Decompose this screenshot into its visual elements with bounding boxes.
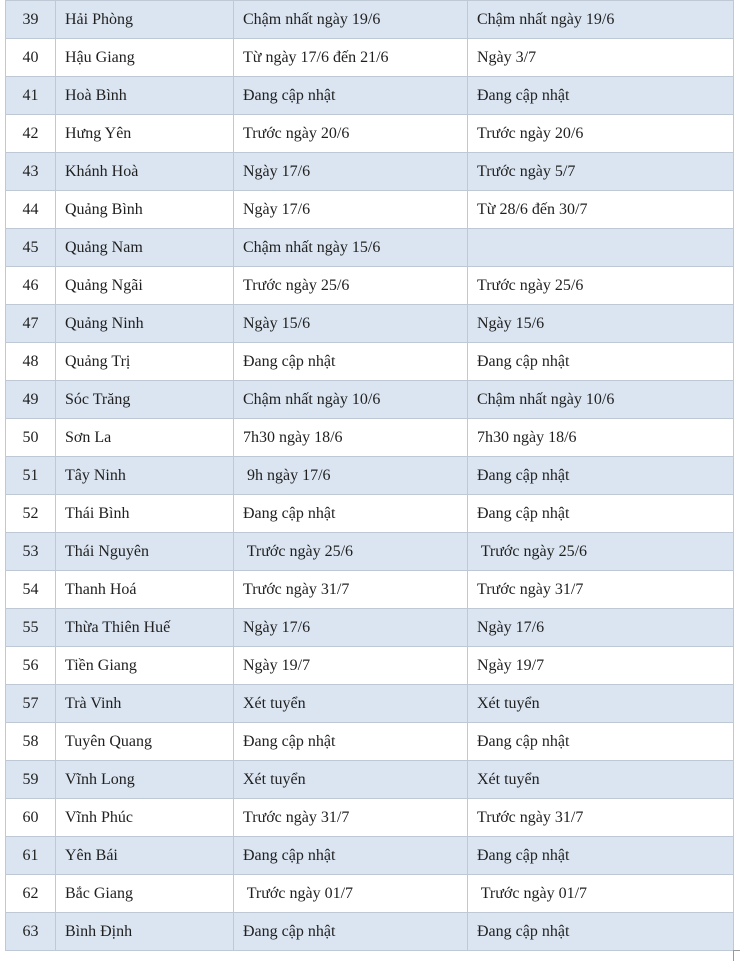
row-number-cell: 55 (6, 609, 56, 647)
row-number-cell: 60 (6, 799, 56, 837)
province-cell: Khánh Hoà (56, 153, 234, 191)
table-row (6, 191, 734, 229)
row-number-cell: 45 (6, 229, 56, 267)
row-number-cell: 48 (6, 343, 56, 381)
schedule-cell: Trước ngày 01/7 (234, 875, 468, 913)
province-cell: Quảng Nam (56, 229, 234, 267)
schedule-secondary-cell: Đang cập nhật (468, 343, 734, 381)
schedule-cell: Trước ngày 31/7 (234, 571, 468, 609)
row-number-cell: 39 (6, 1, 56, 39)
row-number-cell: 61 (6, 837, 56, 875)
row-number-cell: 56 (6, 647, 56, 685)
table-row (6, 153, 734, 191)
row-number-cell: 46 (6, 267, 56, 305)
schedule-cell: Đang cập nhật (234, 343, 468, 381)
province-cell: Tây Ninh (56, 457, 234, 495)
schedule-secondary-cell: Trước ngày 25/6 (468, 267, 734, 305)
province-cell: Hải Phòng (56, 1, 234, 39)
schedule-secondary-cell: Ngày 19/7 (468, 647, 734, 685)
table-row (6, 685, 734, 723)
table-row (6, 609, 734, 647)
province-cell: Hậu Giang (56, 39, 234, 77)
schedule-cell: 7h30 ngày 18/6 (234, 419, 468, 457)
row-number-cell: 41 (6, 77, 56, 115)
table-row (6, 77, 734, 115)
schedule-secondary-cell: Trước ngày 01/7 (468, 875, 734, 913)
schedule-cell: Xét tuyển (234, 685, 468, 723)
table-row (6, 875, 734, 913)
province-cell: Yên Bái (56, 837, 234, 875)
row-number-cell: 47 (6, 305, 56, 343)
schedule-cell: Ngày 17/6 (234, 609, 468, 647)
row-number-cell: 49 (6, 381, 56, 419)
province-cell: Vĩnh Phúc (56, 799, 234, 837)
row-number-cell: 50 (6, 419, 56, 457)
province-cell: Thanh Hoá (56, 571, 234, 609)
schedule-secondary-cell: Đang cập nhật (468, 77, 734, 115)
results-table-container (5, 0, 733, 951)
schedule-cell: Ngày 17/6 (234, 153, 468, 191)
province-cell: Bình Định (56, 913, 234, 951)
schedule-cell: Đang cập nhật (234, 77, 468, 115)
row-number-cell: 52 (6, 495, 56, 533)
row-number-cell: 43 (6, 153, 56, 191)
schedule-cell: Trước ngày 25/6 (234, 267, 468, 305)
schedule-secondary-cell: Đang cập nhật (468, 723, 734, 761)
row-number-cell: 42 (6, 115, 56, 153)
table-row (6, 913, 734, 951)
table-row (6, 533, 734, 571)
schedule-secondary-cell: 7h30 ngày 18/6 (468, 419, 734, 457)
province-cell: Hoà Bình (56, 77, 234, 115)
schedule-cell: Ngày 15/6 (234, 305, 468, 343)
table-row (6, 457, 734, 495)
table-row (6, 229, 734, 267)
row-number-cell: 44 (6, 191, 56, 229)
table-row (6, 647, 734, 685)
row-number-cell: 63 (6, 913, 56, 951)
schedule-cell: Chậm nhất ngày 19/6 (234, 1, 468, 39)
province-cell: Tuyên Quang (56, 723, 234, 761)
table-row (6, 267, 734, 305)
province-cell: Quảng Ninh (56, 305, 234, 343)
province-cell: Tiền Giang (56, 647, 234, 685)
schedule-secondary-cell: Đang cập nhật (468, 913, 734, 951)
schedule-cell: Đang cập nhật (234, 837, 468, 875)
row-number-cell: 59 (6, 761, 56, 799)
row-number-cell: 58 (6, 723, 56, 761)
table-row (6, 305, 734, 343)
table-row (6, 419, 734, 457)
table-row (6, 723, 734, 761)
schedule-cell: Trước ngày 20/6 (234, 115, 468, 153)
schedule-secondary-cell: Chậm nhất ngày 10/6 (468, 381, 734, 419)
schedule-secondary-cell: Trước ngày 20/6 (468, 115, 734, 153)
province-cell: Quảng Trị (56, 343, 234, 381)
schedule-secondary-cell: Đang cập nhật (468, 495, 734, 533)
table-body (6, 1, 734, 951)
row-number-cell: 54 (6, 571, 56, 609)
schedule-secondary-cell: Trước ngày 31/7 (468, 799, 734, 837)
table-row (6, 39, 734, 77)
schedule-cell: Chậm nhất ngày 15/6 (234, 229, 468, 267)
province-cell: Thừa Thiên Huế (56, 609, 234, 647)
province-cell: Bắc Giang (56, 875, 234, 913)
table-row (6, 571, 734, 609)
row-number-cell: 62 (6, 875, 56, 913)
table-row (6, 1, 734, 39)
schedule-cell: Đang cập nhật (234, 495, 468, 533)
table-row (6, 115, 734, 153)
table-row (6, 343, 734, 381)
table-row (6, 381, 734, 419)
schedule-secondary-cell (468, 229, 734, 267)
schedule-secondary-cell: Ngày 3/7 (468, 39, 734, 77)
table-row (6, 495, 734, 533)
province-cell: Hưng Yên (56, 115, 234, 153)
results-schedule-table (5, 0, 734, 951)
province-cell: Quảng Bình (56, 191, 234, 229)
schedule-cell: Ngày 17/6 (234, 191, 468, 229)
schedule-cell: Đang cập nhật (234, 723, 468, 761)
province-cell: Thái Bình (56, 495, 234, 533)
schedule-cell: Ngày 19/7 (234, 647, 468, 685)
schedule-cell: Chậm nhất ngày 10/6 (234, 381, 468, 419)
province-cell: Sơn La (56, 419, 234, 457)
schedule-secondary-cell: Xét tuyển (468, 761, 734, 799)
schedule-cell: Trước ngày 25/6 (234, 533, 468, 571)
province-cell: Sóc Trăng (56, 381, 234, 419)
schedule-cell: Đang cập nhật (234, 913, 468, 951)
schedule-secondary-cell: Xét tuyển (468, 685, 734, 723)
schedule-secondary-cell: Trước ngày 25/6 (468, 533, 734, 571)
row-number-cell: 57 (6, 685, 56, 723)
schedule-cell: Xét tuyển (234, 761, 468, 799)
page-corner-mark (733, 950, 740, 961)
table-row (6, 799, 734, 837)
province-cell: Thái Nguyên (56, 533, 234, 571)
schedule-secondary-cell: Chậm nhất ngày 19/6 (468, 1, 734, 39)
province-cell: Vĩnh Long (56, 761, 234, 799)
schedule-cell: Trước ngày 31/7 (234, 799, 468, 837)
schedule-secondary-cell: Đang cập nhật (468, 837, 734, 875)
schedule-secondary-cell: Đang cập nhật (468, 457, 734, 495)
table-row (6, 837, 734, 875)
schedule-secondary-cell: Trước ngày 31/7 (468, 571, 734, 609)
table-row (6, 761, 734, 799)
row-number-cell: 51 (6, 457, 56, 495)
row-number-cell: 53 (6, 533, 56, 571)
schedule-secondary-cell: Ngày 17/6 (468, 609, 734, 647)
schedule-secondary-cell: Trước ngày 5/7 (468, 153, 734, 191)
province-cell: Quảng Ngãi (56, 267, 234, 305)
schedule-cell: 9h ngày 17/6 (234, 457, 468, 495)
schedule-cell: Từ ngày 17/6 đến 21/6 (234, 39, 468, 77)
schedule-secondary-cell: Từ 28/6 đến 30/7 (468, 191, 734, 229)
province-cell: Trà Vinh (56, 685, 234, 723)
row-number-cell: 40 (6, 39, 56, 77)
schedule-secondary-cell: Ngày 15/6 (468, 305, 734, 343)
